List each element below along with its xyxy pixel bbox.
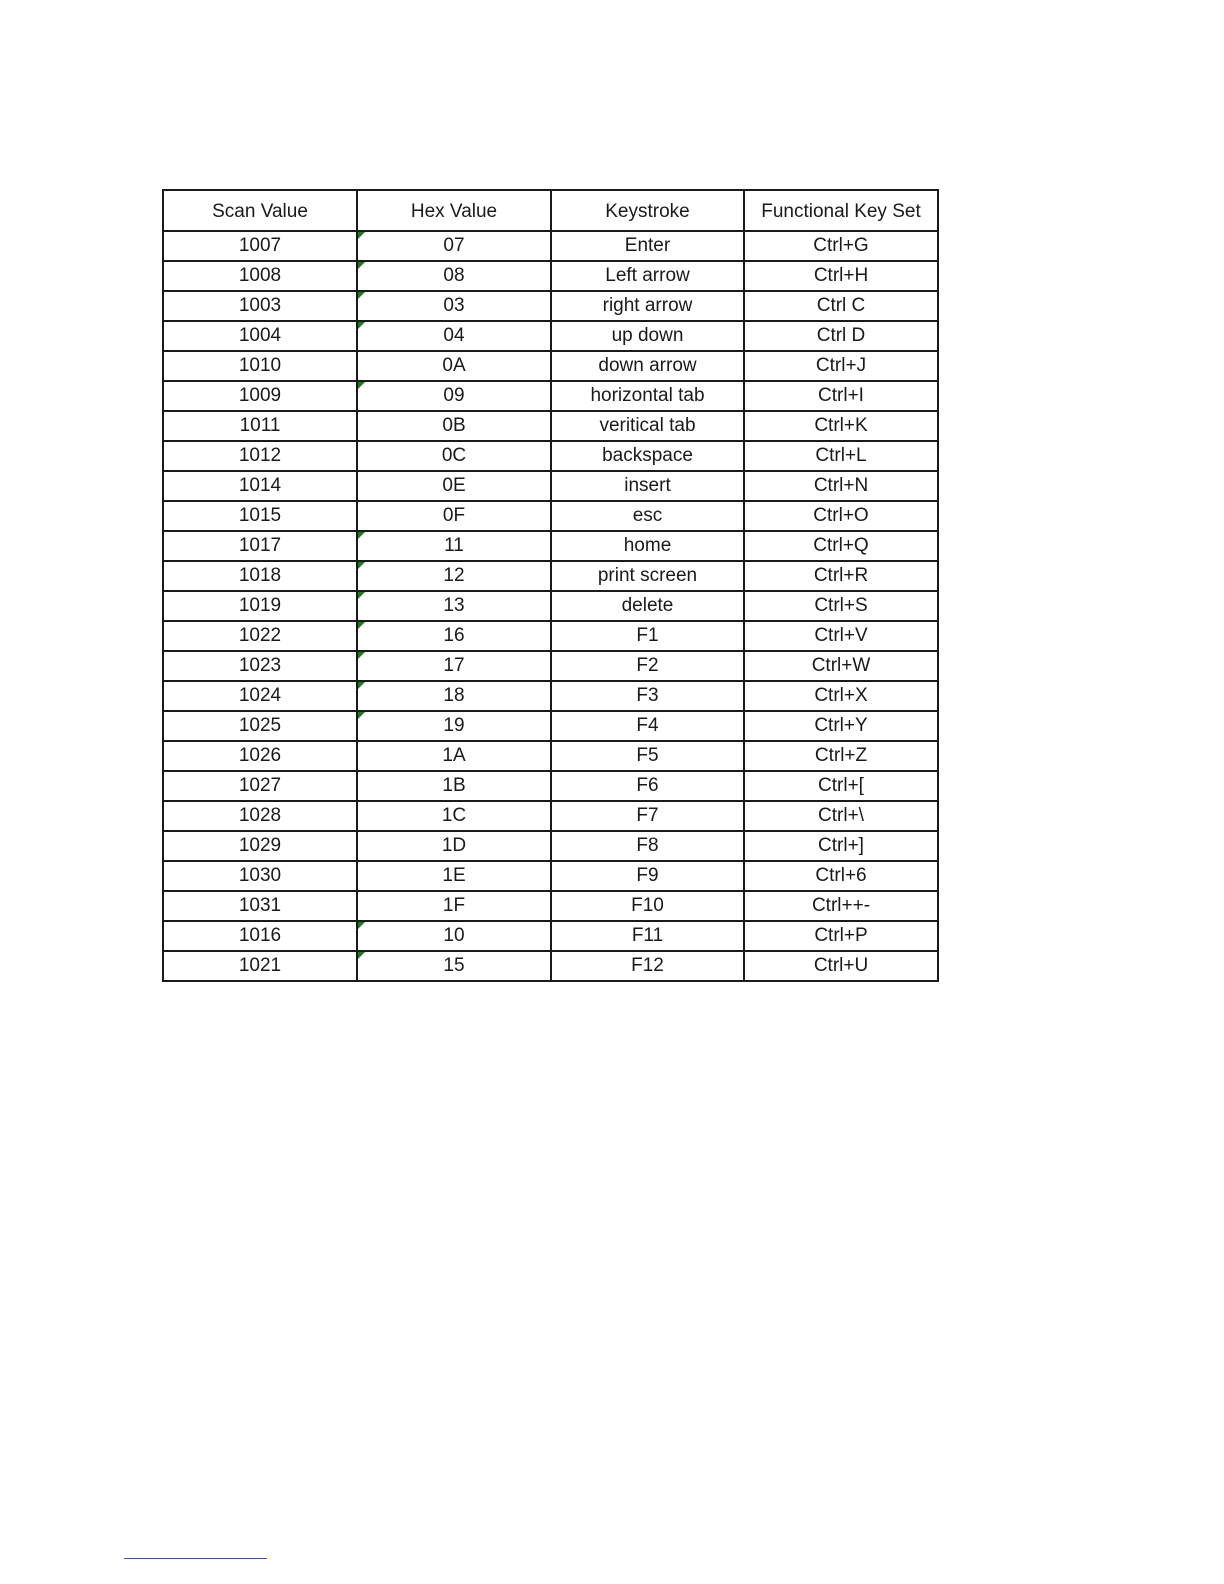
table-header-row [163,190,938,231]
cell-functional-key [744,501,938,531]
cell-keystroke-text: F10 [631,895,664,916]
error-indicator-icon [358,652,365,659]
cell-functional-key-text: Ctrl+I [818,385,864,406]
cell-scan-value-text: 1010 [238,355,282,376]
cell-functional-key-text: Ctrl+N [813,475,869,496]
cell-functional-key [744,291,938,321]
cell-keystroke [551,381,744,411]
error-indicator-icon [358,952,365,959]
cell-hex-value [357,381,551,411]
header-functional-key-set: Functional Key Set [744,190,938,231]
cell-scan-value-text: 1027 [238,775,282,796]
cell-hex-value [357,681,551,711]
cell-hex-value-text: 18 [443,685,465,706]
cell-functional-key [744,621,938,651]
cell-hex-value [357,801,551,831]
error-indicator-icon [358,292,365,299]
cell-functional-key-text: Ctrl+L [815,445,867,466]
error-indicator-icon [358,322,365,329]
cell-hex-value [357,261,551,291]
cell-scan-value [163,741,357,771]
cell-keystroke-text: backspace [602,445,693,466]
cell-scan-value-text: 1004 [238,325,282,346]
table-row [163,681,938,711]
cell-functional-key [744,471,938,501]
cell-hex-value [357,891,551,921]
cell-keystroke-text: F4 [636,715,659,736]
cell-functional-key [744,921,938,951]
cell-keystroke-text: Enter [624,235,671,256]
cell-hex-value-text: 19 [443,715,465,736]
cell-functional-key [744,681,938,711]
cell-keystroke [551,951,744,981]
cell-keystroke [551,801,744,831]
cell-keystroke [551,321,744,351]
table-row [163,741,938,771]
cell-hex-value-text: 07 [443,235,465,256]
cell-functional-key [744,411,938,441]
cell-functional-key-text: Ctrl+\ [818,805,864,826]
table-row [163,711,938,741]
cell-functional-key-text: Ctrl+X [814,685,868,706]
cell-functional-key-text: Ctrl+S [814,595,868,616]
cell-scan-value [163,711,357,741]
cell-hex-value-text: 15 [443,955,465,976]
cell-scan-value-text: 1018 [238,565,282,586]
cell-hex-value-text: 13 [443,595,465,616]
cell-keystroke [551,501,744,531]
table-row [163,231,938,261]
cell-functional-key-text: Ctrl+P [814,925,868,946]
cell-hex-value-text: 04 [443,325,465,346]
cell-keystroke-text: F11 [631,925,664,946]
error-indicator-icon [358,232,365,239]
cell-hex-value-text: 1B [442,775,466,796]
cell-keystroke-text: F8 [636,835,659,856]
table-row [163,831,938,861]
cell-scan-value-text: 1012 [238,445,282,466]
table-row [163,411,938,441]
cell-scan-value [163,471,357,501]
cell-keystroke-text: F5 [636,745,659,766]
cell-keystroke [551,921,744,951]
cell-scan-value-text: 1025 [238,715,282,736]
cell-hex-value [357,351,551,381]
cell-scan-value-text: 1009 [238,385,282,406]
cell-functional-key-text: Ctrl+K [814,415,868,436]
cell-hex-value-text: 03 [443,295,465,316]
cell-hex-value-text: 0A [442,355,466,376]
table-row [163,471,938,501]
cell-functional-key-text: Ctrl+[ [818,775,864,796]
error-indicator-icon [358,682,365,689]
cell-keystroke-text: F7 [636,805,659,826]
table-row [163,801,938,831]
cell-keystroke [551,261,744,291]
cell-functional-key-text: Ctrl+J [815,355,867,376]
cell-functional-key [744,861,938,891]
cell-scan-value-text: 1008 [238,265,282,286]
cell-functional-key [744,591,938,621]
cell-keystroke [551,531,744,561]
cell-functional-key [744,801,938,831]
cell-hex-value [357,561,551,591]
cell-keystroke-text: F3 [636,685,659,706]
cell-hex-value [357,411,551,441]
cell-hex-value-text: 0E [442,475,466,496]
error-indicator-icon [358,592,365,599]
cell-scan-value [163,891,357,921]
cell-functional-key-text: Ctrl++- [811,895,871,916]
table-row [163,381,938,411]
cell-keystroke [551,621,744,651]
cell-keystroke [551,861,744,891]
cell-hex-value [357,711,551,741]
cell-functional-key [744,711,938,741]
cell-functional-key-text: Ctrl+Y [814,715,868,736]
cell-hex-value-text: 0B [442,415,466,436]
cell-hex-value [357,651,551,681]
cell-hex-value-text: 0C [441,445,467,466]
cell-hex-value-text: 1A [442,745,466,766]
cell-functional-key-text: Ctrl+G [813,235,869,256]
table-row [163,351,938,381]
cell-functional-key [744,741,938,771]
cell-keystroke [551,231,744,261]
cell-keystroke-text: delete [621,595,674,616]
cell-hex-value-text: 12 [443,565,465,586]
table-row [163,561,938,591]
cell-functional-key [744,321,938,351]
table-row [163,321,938,351]
cell-keystroke-text: insert [624,475,671,496]
table-row [163,921,938,951]
cell-hex-value [357,321,551,351]
cell-keystroke-text: F2 [636,655,659,676]
cell-scan-value-text: 1030 [238,865,282,886]
cell-keystroke [551,591,744,621]
table-row [163,441,938,471]
cell-scan-value-text: 1011 [239,415,281,436]
cell-scan-value [163,351,357,381]
cell-hex-value-text: 1E [442,865,466,886]
table-body [163,231,938,981]
cell-keystroke-text: horizontal tab [590,385,705,406]
cell-scan-value [163,651,357,681]
cell-hex-value [357,861,551,891]
cell-functional-key-text: Ctrl+R [813,565,869,586]
cell-functional-key-text: Ctrl+W [811,655,871,676]
error-indicator-icon [358,382,365,389]
cell-functional-key [744,951,938,981]
cell-keystroke [551,771,744,801]
table-row [163,951,938,981]
cell-functional-key-text: Ctrl+6 [815,865,867,886]
table-row [163,621,938,651]
cell-functional-key [744,771,938,801]
cell-hex-value-text: 1F [442,895,466,916]
cell-hex-value [357,771,551,801]
cell-scan-value [163,951,357,981]
cell-keystroke [551,831,744,861]
header-keystroke: Keystroke [551,190,744,231]
table-row [163,771,938,801]
cell-hex-value [357,951,551,981]
cell-scan-value [163,321,357,351]
cell-hex-value [357,291,551,321]
cell-keystroke-text: right arrow [602,295,693,316]
table-row [163,891,938,921]
cell-scan-value-text: 1029 [238,835,282,856]
footnote-separator [124,1558,267,1559]
error-indicator-icon [358,712,365,719]
cell-functional-key [744,531,938,561]
cell-scan-value-text: 1015 [238,505,282,526]
cell-scan-value [163,231,357,261]
cell-functional-key [744,351,938,381]
cell-functional-key-text: Ctrl+Z [814,745,868,766]
cell-scan-value [163,591,357,621]
cell-functional-key-text: Ctrl+U [813,955,869,976]
cell-keystroke-text: Left arrow [605,265,690,286]
cell-keystroke-text: F9 [636,865,659,886]
cell-keystroke-text: F12 [631,955,664,976]
cell-hex-value [357,741,551,771]
cell-hex-value-text: 08 [443,265,465,286]
cell-functional-key-text: Ctrl C [816,295,866,316]
cell-scan-value [163,861,357,891]
cell-keystroke [551,291,744,321]
table-row [163,861,938,891]
cell-functional-key [744,891,938,921]
cell-hex-value [357,471,551,501]
cell-hex-value-text: 16 [443,625,465,646]
cell-hex-value-text: 1C [441,805,467,826]
cell-keystroke [551,351,744,381]
cell-scan-value-text: 1023 [238,655,282,676]
table-row [163,261,938,291]
cell-hex-value [357,831,551,861]
cell-scan-value-text: 1024 [238,685,282,706]
cell-scan-value-text: 1028 [238,805,282,826]
cell-scan-value-text: 1031 [238,895,282,916]
cell-scan-value-text: 1016 [238,925,282,946]
cell-scan-value [163,921,357,951]
cell-scan-value [163,831,357,861]
cell-keystroke [551,561,744,591]
table-row [163,501,938,531]
cell-functional-key [744,381,938,411]
cell-scan-value [163,441,357,471]
table-row [163,291,938,321]
cell-scan-value [163,531,357,561]
cell-functional-key-text: Ctrl+] [818,835,864,856]
cell-scan-value-text: 1021 [238,955,282,976]
cell-hex-value-text: 1D [441,835,467,856]
cell-hex-value [357,441,551,471]
cell-functional-key [744,231,938,261]
cell-hex-value [357,501,551,531]
cell-scan-value [163,771,357,801]
cell-keystroke-text: print screen [597,565,698,586]
cell-keystroke-text: F1 [636,625,659,646]
cell-scan-value-text: 1017 [238,535,282,556]
cell-functional-key-text: Ctrl+O [813,505,869,526]
cell-hex-value [357,921,551,951]
cell-hex-value-text: 0F [442,505,466,526]
cell-keystroke-text: esc [632,505,663,526]
cell-scan-value-text: 1022 [238,625,282,646]
cell-functional-key [744,831,938,861]
table-row [163,651,938,681]
cell-keystroke [551,741,744,771]
cell-functional-key [744,441,938,471]
cell-functional-key-text: Ctrl D [816,325,866,346]
cell-scan-value [163,411,357,441]
header-hex-value: Hex Value [357,190,551,231]
cell-hex-value-text: 09 [443,385,465,406]
table-row [163,591,938,621]
cell-keystroke [551,891,744,921]
cell-keystroke [551,471,744,501]
cell-scan-value [163,561,357,591]
cell-hex-value [357,231,551,261]
error-indicator-icon [358,922,365,929]
cell-scan-value [163,801,357,831]
cell-hex-value [357,591,551,621]
cell-scan-value-text: 1014 [238,475,282,496]
cell-functional-key-text: Ctrl+H [813,265,869,286]
scan-code-table [162,189,939,982]
cell-functional-key-text: Ctrl+Q [813,535,869,556]
cell-keystroke [551,411,744,441]
cell-keystroke [551,441,744,471]
cell-functional-key [744,651,938,681]
cell-keystroke [551,651,744,681]
cell-hex-value-text: 17 [443,655,465,676]
error-indicator-icon [358,622,365,629]
table-row [163,531,938,561]
cell-scan-value [163,291,357,321]
cell-scan-value [163,381,357,411]
cell-hex-value-text: 10 [443,925,465,946]
cell-keystroke [551,711,744,741]
cell-keystroke [551,681,744,711]
cell-keystroke-text: F6 [636,775,659,796]
cell-keystroke-text: home [623,535,672,556]
cell-scan-value-text: 1007 [238,235,282,256]
error-indicator-icon [358,532,365,539]
cell-hex-value [357,621,551,651]
cell-scan-value-text: 1026 [238,745,282,766]
header-scan-value: Scan Value [163,190,357,231]
cell-functional-key [744,561,938,591]
cell-scan-value-text: 1003 [238,295,282,316]
cell-hex-value-text: 11 [444,535,464,556]
cell-scan-value [163,501,357,531]
cell-keystroke-text: veritical tab [599,415,696,436]
cell-scan-value [163,621,357,651]
cell-hex-value [357,531,551,561]
cell-scan-value-text: 1019 [238,595,282,616]
cell-scan-value [163,261,357,291]
cell-keystroke-text: down arrow [598,355,697,376]
error-indicator-icon [358,562,365,569]
cell-keystroke-text: up down [611,325,684,346]
error-indicator-icon [358,262,365,269]
cell-functional-key-text: Ctrl+V [814,625,868,646]
cell-scan-value [163,681,357,711]
cell-functional-key [744,261,938,291]
